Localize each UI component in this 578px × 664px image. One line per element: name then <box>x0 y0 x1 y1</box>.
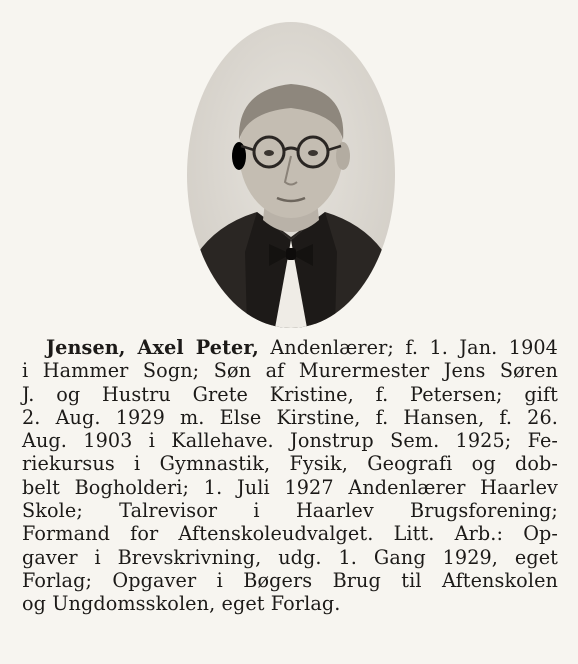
person-name: Jensen, Axel Peter, <box>46 336 259 359</box>
biography-entry <box>22 336 558 616</box>
bio-line-1-text: Andenlærer; f. 1. Jan. 1904 <box>258 336 558 359</box>
bio-line-2: i Hammer Sogn; Søn af Murermester Jens Søren <box>22 359 558 383</box>
bio-line-7: belt Bogholderi; 1. Juli 1927 Andenlærer Haarlev <box>22 475 558 499</box>
bio-line-11: Forlag; Opgaver i Bøgers Brug til Aftenskolen <box>22 568 558 592</box>
bio-line-8: Skole; Talrevisor i Haarlev Brugsforening; <box>22 499 558 523</box>
portrait-illustration <box>187 22 395 328</box>
bio-line-6: riekursus i Gymnastik, Fysik, Geografi og dob- <box>22 452 558 476</box>
bio-line-5: Aug. 1903 i Kallehave. Jonstrup Sem. 1925; Fe- <box>22 429 558 453</box>
bio-line-4: 2. Aug. 1929 m. Else Kirstine, f. Hansen, f. 26. <box>22 405 558 429</box>
bio-line-12: og Ungdomsskolen, eget Forlag. <box>22 592 341 616</box>
bio-line-9: Formand for Aftenskoleudvalget. Litt. Arb.: Op- <box>22 522 558 546</box>
bio-line-1 <box>22 336 558 359</box>
bio-line-3: J. og Hustru Grete Kristine, f. Petersen; gift <box>22 382 558 406</box>
portrait-photo <box>187 22 395 328</box>
bio-line-10: gaver i Brevskrivning, udg. 1. Gang 1929, eget <box>22 545 558 569</box>
